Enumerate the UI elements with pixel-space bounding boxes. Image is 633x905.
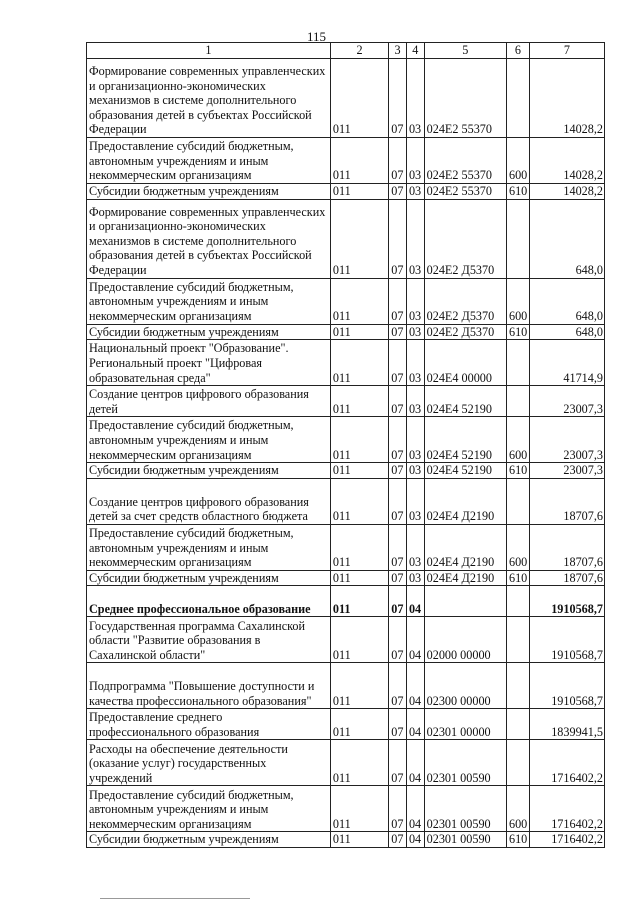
row-target-article: 024E2 Д5370 xyxy=(424,324,506,340)
row-subsection: 04 xyxy=(406,786,424,832)
row-subsection: 03 xyxy=(406,278,424,324)
row-name: Субсидии бюджетным учреждениям xyxy=(87,184,331,200)
row-name: Предоставление среднего профессионального образования xyxy=(87,709,331,740)
table-row xyxy=(87,478,605,524)
row-name: Государственная программа Сахалинской области "Развитие образования в Сахалинской области" xyxy=(87,617,331,663)
table-row xyxy=(87,278,605,324)
row-expense-type: 610 xyxy=(506,184,529,200)
row-grbs-code: 011 xyxy=(330,184,388,200)
row-amount: 14028,2 xyxy=(529,59,604,138)
table-row xyxy=(87,138,605,184)
row-grbs-code: 011 xyxy=(330,199,388,278)
row-grbs-code: 011 xyxy=(330,59,388,138)
row-grbs-code: 011 xyxy=(330,740,388,786)
row-name: Среднее профессиональное образование xyxy=(87,586,331,617)
row-grbs-code: 011 xyxy=(330,570,388,586)
row-subsection: 03 xyxy=(406,199,424,278)
row-name: Расходы на обеспечение деятельности (оказание услуг) государственных учреждений xyxy=(87,740,331,786)
row-section: 07 xyxy=(389,832,407,848)
row-expense-type xyxy=(506,709,529,740)
row-amount: 1910568,7 xyxy=(529,663,604,709)
row-section: 07 xyxy=(389,138,407,184)
row-expense-type xyxy=(506,340,529,386)
row-grbs-code: 011 xyxy=(330,832,388,848)
row-grbs-code: 011 xyxy=(330,138,388,184)
row-subsection: 04 xyxy=(406,740,424,786)
table-row xyxy=(87,340,605,386)
row-amount: 23007,3 xyxy=(529,386,604,417)
row-subsection: 03 xyxy=(406,59,424,138)
row-amount: 18707,6 xyxy=(529,478,604,524)
row-section: 07 xyxy=(389,524,407,570)
page-number: 115 xyxy=(306,29,327,44)
row-expense-type: 610 xyxy=(506,570,529,586)
table-header-row xyxy=(87,43,605,59)
table-row xyxy=(87,199,605,278)
row-target-article: 02301 00590 xyxy=(424,832,506,848)
row-name: Формирование современных управленческих и организационно-экономических механизмов в системе дополнительного образования детей в субъектах Российской Федерации xyxy=(87,59,331,138)
row-expense-type: 600 xyxy=(506,138,529,184)
column-header: 3 xyxy=(389,43,407,59)
row-amount: 1910568,7 xyxy=(529,586,604,617)
row-grbs-code: 011 xyxy=(330,478,388,524)
row-grbs-code: 011 xyxy=(330,324,388,340)
row-subsection: 03 xyxy=(406,184,424,200)
row-section: 07 xyxy=(389,59,407,138)
row-grbs-code: 011 xyxy=(330,463,388,479)
row-name: Предоставление субсидий бюджетным, автономным учреждениям и иным некоммерческим организациям xyxy=(87,524,331,570)
table-row xyxy=(87,663,605,709)
row-name: Создание центров цифрового образования детей за счет средств областного бюджета xyxy=(87,478,331,524)
row-grbs-code: 011 xyxy=(330,709,388,740)
row-amount: 1716402,2 xyxy=(529,786,604,832)
row-target-article: 024E4 52190 xyxy=(424,417,506,463)
row-subsection: 03 xyxy=(406,138,424,184)
row-target-article: 02300 00000 xyxy=(424,663,506,709)
table-row xyxy=(87,570,605,586)
row-amount: 18707,6 xyxy=(529,524,604,570)
row-section: 07 xyxy=(389,663,407,709)
row-section: 07 xyxy=(389,278,407,324)
row-target-article: 02000 00000 xyxy=(424,617,506,663)
row-name: Субсидии бюджетным учреждениям xyxy=(87,570,331,586)
row-subsection: 04 xyxy=(406,832,424,848)
row-expense-type: 600 xyxy=(506,786,529,832)
row-target-article: 02301 00590 xyxy=(424,740,506,786)
row-section: 07 xyxy=(389,740,407,786)
row-section: 07 xyxy=(389,709,407,740)
row-grbs-code: 011 xyxy=(330,417,388,463)
row-amount: 648,0 xyxy=(529,278,604,324)
row-section: 07 xyxy=(389,184,407,200)
column-header: 6 xyxy=(506,43,529,59)
row-amount: 18707,6 xyxy=(529,570,604,586)
row-name: Предоставление субсидий бюджетным, автономным учреждениям и иным некоммерческим организациям xyxy=(87,417,331,463)
row-section: 07 xyxy=(389,340,407,386)
row-target-article: 024E2 Д5370 xyxy=(424,199,506,278)
table-row xyxy=(87,832,605,848)
row-grbs-code: 011 xyxy=(330,340,388,386)
row-target-article: 024E4 52190 xyxy=(424,463,506,479)
row-amount: 648,0 xyxy=(529,199,604,278)
row-expense-type xyxy=(506,59,529,138)
row-subsection: 03 xyxy=(406,478,424,524)
row-section: 07 xyxy=(389,617,407,663)
row-grbs-code: 011 xyxy=(330,617,388,663)
table-row xyxy=(87,324,605,340)
row-name: Субсидии бюджетным учреждениям xyxy=(87,832,331,848)
row-grbs-code: 011 xyxy=(330,663,388,709)
row-amount: 23007,3 xyxy=(529,463,604,479)
row-target-article: 024E4 Д2190 xyxy=(424,478,506,524)
row-name: Предоставление субсидий бюджетным, автономным учреждениям и иным некоммерческим организациям xyxy=(87,786,331,832)
row-grbs-code: 011 xyxy=(330,278,388,324)
row-expense-type: 600 xyxy=(506,524,529,570)
row-expense-type xyxy=(506,740,529,786)
row-subsection: 03 xyxy=(406,340,424,386)
row-expense-type xyxy=(506,386,529,417)
row-name: Предоставление субсидий бюджетным, автономным учреждениям и иным некоммерческим организациям xyxy=(87,138,331,184)
row-target-article: 024E2 Д5370 xyxy=(424,278,506,324)
table-row xyxy=(87,59,605,138)
row-section: 07 xyxy=(389,786,407,832)
row-expense-type: 610 xyxy=(506,832,529,848)
row-subsection: 03 xyxy=(406,570,424,586)
row-amount: 14028,2 xyxy=(529,184,604,200)
table-row xyxy=(87,463,605,479)
row-name: Субсидии бюджетным учреждениям xyxy=(87,324,331,340)
table-row xyxy=(87,184,605,200)
table-row xyxy=(87,740,605,786)
row-amount: 1716402,2 xyxy=(529,740,604,786)
row-section: 07 xyxy=(389,324,407,340)
footer-rule xyxy=(100,898,250,899)
row-name: Национальный проект "Образование". Региональный проект "Цифровая образовательная среда" xyxy=(87,340,331,386)
row-target-article: 024E2 55370 xyxy=(424,138,506,184)
table-row xyxy=(87,386,605,417)
row-name: Подпрограмма "Повышение доступности и качества профессионального образования" xyxy=(87,663,331,709)
row-amount: 14028,2 xyxy=(529,138,604,184)
row-name: Формирование современных управленческих и организационно-экономических механизмов в системе дополнительного образования детей в субъектах Российской Федерации xyxy=(87,199,331,278)
row-section: 07 xyxy=(389,199,407,278)
table-row xyxy=(87,786,605,832)
row-subsection: 04 xyxy=(406,586,424,617)
row-target-article xyxy=(424,586,506,617)
table-row xyxy=(87,524,605,570)
row-target-article: 024E4 52190 xyxy=(424,386,506,417)
row-name: Предоставление субсидий бюджетным, автономным учреждениям и иным некоммерческим организациям xyxy=(87,278,331,324)
row-subsection: 04 xyxy=(406,617,424,663)
row-target-article: 024E4 00000 xyxy=(424,340,506,386)
budget-table xyxy=(86,42,605,848)
row-section: 07 xyxy=(389,417,407,463)
row-section: 07 xyxy=(389,478,407,524)
row-target-article: 024E2 55370 xyxy=(424,59,506,138)
row-target-article: 024E4 Д2190 xyxy=(424,524,506,570)
table-row xyxy=(87,417,605,463)
row-amount: 1910568,7 xyxy=(529,617,604,663)
row-amount: 648,0 xyxy=(529,324,604,340)
row-subsection: 04 xyxy=(406,709,424,740)
row-name: Создание центров цифрового образования детей xyxy=(87,386,331,417)
row-subsection: 03 xyxy=(406,417,424,463)
row-expense-type xyxy=(506,617,529,663)
row-section: 07 xyxy=(389,570,407,586)
row-grbs-code: 011 xyxy=(330,786,388,832)
row-expense-type xyxy=(506,586,529,617)
row-target-article: 02301 00590 xyxy=(424,786,506,832)
row-subsection: 03 xyxy=(406,386,424,417)
row-grbs-code: 011 xyxy=(330,586,388,617)
row-target-article: 02301 00000 xyxy=(424,709,506,740)
row-section: 07 xyxy=(389,463,407,479)
column-header: 1 xyxy=(87,43,331,59)
row-expense-type xyxy=(506,663,529,709)
row-name: Субсидии бюджетным учреждениям xyxy=(87,463,331,479)
row-amount: 1839941,5 xyxy=(529,709,604,740)
row-expense-type xyxy=(506,199,529,278)
row-expense-type: 600 xyxy=(506,417,529,463)
row-expense-type: 600 xyxy=(506,278,529,324)
row-grbs-code: 011 xyxy=(330,386,388,417)
row-subsection: 03 xyxy=(406,524,424,570)
column-header: 4 xyxy=(406,43,424,59)
row-amount: 41714,9 xyxy=(529,340,604,386)
column-header: 7 xyxy=(529,43,604,59)
table-row xyxy=(87,586,605,617)
column-header: 5 xyxy=(424,43,506,59)
row-amount: 23007,3 xyxy=(529,417,604,463)
table-row xyxy=(87,617,605,663)
row-section: 07 xyxy=(389,586,407,617)
row-target-article: 024E2 55370 xyxy=(424,184,506,200)
row-expense-type xyxy=(506,478,529,524)
row-section: 07 xyxy=(389,386,407,417)
row-subsection: 03 xyxy=(406,324,424,340)
row-grbs-code: 011 xyxy=(330,524,388,570)
table-row xyxy=(87,709,605,740)
row-amount: 1716402,2 xyxy=(529,832,604,848)
column-header: 2 xyxy=(330,43,388,59)
row-expense-type: 610 xyxy=(506,463,529,479)
row-expense-type: 610 xyxy=(506,324,529,340)
row-target-article: 024E4 Д2190 xyxy=(424,570,506,586)
row-subsection: 03 xyxy=(406,463,424,479)
row-subsection: 04 xyxy=(406,663,424,709)
